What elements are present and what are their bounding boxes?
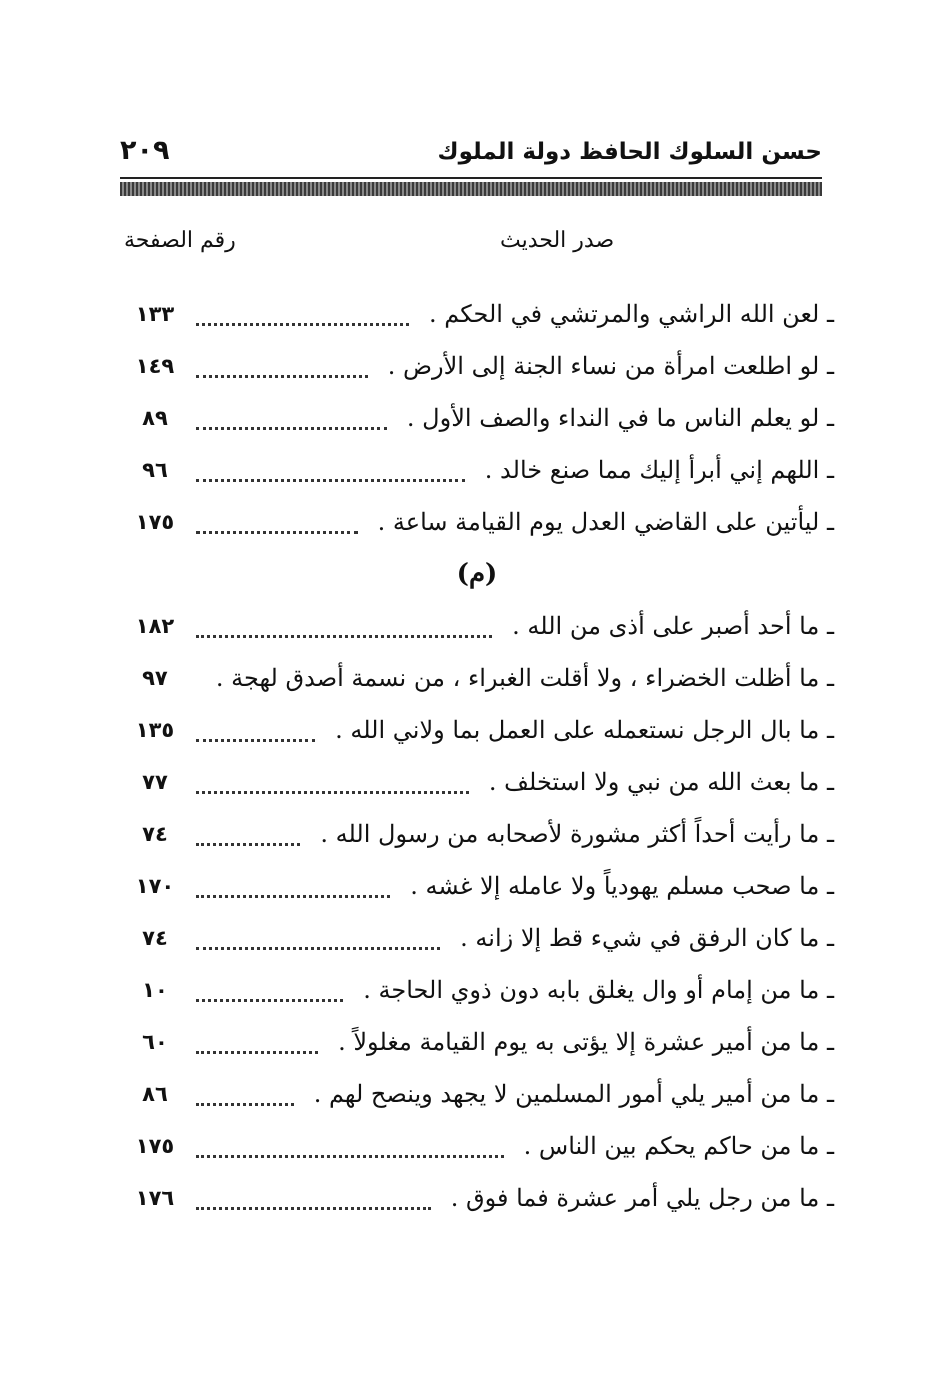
index-entry [120, 1016, 834, 1068]
entry-page-number: ١٧٥ [135, 1134, 175, 1158]
entry-page-number: ٩٧ [142, 666, 168, 690]
entry-page-number: ٧٤ [142, 926, 168, 950]
index-entry [120, 340, 834, 392]
section-heading-row [120, 548, 834, 600]
entry-text: ـ ما صحب مسلم يهودياً ولا عامله إلا غشه . [410, 872, 834, 900]
index-entry [120, 808, 834, 860]
leader-dots [196, 1027, 318, 1054]
index-entry [120, 652, 834, 704]
index-entry [120, 912, 834, 964]
entry-text: ـ ما بعث الله من نبي ولا استخلف . [488, 768, 834, 796]
entry-text: ـ ما أحد أصبر على أذى من الله . [512, 612, 834, 640]
index-entry [120, 964, 834, 1016]
index-entry [120, 756, 834, 808]
leader-dots [196, 455, 465, 482]
index-entry [120, 704, 834, 756]
leader-dots [196, 507, 358, 534]
leader-dots [196, 299, 409, 326]
running-head [120, 135, 822, 175]
index-entry [120, 1172, 834, 1224]
entry-text: ـ لو اطلعت امرأة من نساء الجنة إلى الأرض . [387, 352, 834, 380]
index-entry [120, 496, 834, 548]
leader-dots [196, 1131, 504, 1158]
entry-page-number: ١٨٢ [135, 614, 175, 638]
entry-page-number: ١٣٣ [135, 302, 175, 326]
header-band [120, 182, 822, 196]
entry-text: ـ اللهم إني أبرأ إليك مما صنع خالد . [484, 456, 834, 484]
leader-dots [196, 819, 300, 846]
column-header-hadith: صدر الحديث [500, 228, 615, 253]
entry-text: ـ ما كان الرفق في شيء قط إلا زانه . [460, 924, 834, 952]
header-rule [120, 177, 822, 179]
index-entry [120, 860, 834, 912]
entry-page-number: ١٧٠ [135, 874, 175, 898]
index-list [120, 288, 834, 1224]
entry-page-number: ١٠ [142, 978, 168, 1002]
entry-text: ـ ما بال الرجل نستعمله على العمل بما ولاني الله . [335, 716, 834, 744]
leader-dots [196, 1079, 294, 1106]
index-entry [120, 444, 834, 496]
leader-dots [196, 351, 368, 378]
entry-page-number: ٨٩ [142, 406, 168, 430]
entry-text: ـ ما رأيت أحداً أكثر مشورة لأصحابه من رسول الله . [320, 820, 834, 848]
entry-page-number: ١٧٥ [135, 510, 175, 534]
entry-page-number: ٩٦ [142, 458, 168, 482]
page-number: ٢٠٩ [120, 135, 170, 166]
entry-text: ـ ليأتين على القاضي العدل يوم القيامة ساعة . [377, 508, 834, 536]
leader-dots [196, 715, 315, 742]
leader-dots [196, 1183, 431, 1210]
entry-text: ـ ما من أمير عشرة إلا يؤتى به يوم القيامة مغلولاً . [338, 1028, 834, 1056]
column-header-page: رقم الصفحة [124, 228, 236, 253]
entry-page-number: ١٧٦ [135, 1186, 175, 1210]
index-entry [120, 600, 834, 652]
column-headers [120, 228, 822, 262]
index-entry [120, 392, 834, 444]
entry-page-number: ٦٠ [142, 1030, 168, 1054]
leader-dots [196, 767, 469, 794]
entry-text: ـ لعن الله الراشي والمرتشي في الحكم . [429, 300, 834, 328]
leader-dots [196, 403, 387, 430]
leader-dots [196, 975, 343, 1002]
entry-page-number: ٨٦ [142, 1082, 168, 1106]
entry-text: ـ ما أظلت الخضراء ، ولا أقلت الغبراء ، من نسمة أصدق لهجة . [215, 664, 834, 692]
entry-page-number: ١٣٥ [135, 718, 175, 742]
entry-text: ـ لو يعلم الناس ما في النداء والصف الأول . [406, 404, 834, 432]
leader-dots [196, 871, 390, 898]
entry-text: ـ ما من أمير يلي أمور المسلمين لا يجهد وينصح لهم . [313, 1080, 834, 1108]
entry-text: ـ ما من رجل يلي أمر عشرة فما فوق . [450, 1184, 834, 1212]
index-entry [120, 1068, 834, 1120]
index-entry [120, 1120, 834, 1172]
entry-page-number: ٧٤ [142, 822, 168, 846]
leader-dots [196, 611, 492, 638]
book-title: حسن السلوك الحافظ دولة الملوك [437, 139, 822, 165]
leader-dots [196, 923, 440, 950]
entry-text: ـ ما من حاكم يحكم بين الناس . [523, 1132, 834, 1160]
entry-text: ـ ما من إمام أو وال يغلق بابه دون ذوي الحاجة . [363, 976, 834, 1004]
index-entry [120, 288, 834, 340]
entry-page-number: ٧٧ [142, 770, 168, 794]
entry-page-number: ١٤٩ [135, 354, 175, 378]
section-heading-mim: (م) [456, 559, 498, 589]
